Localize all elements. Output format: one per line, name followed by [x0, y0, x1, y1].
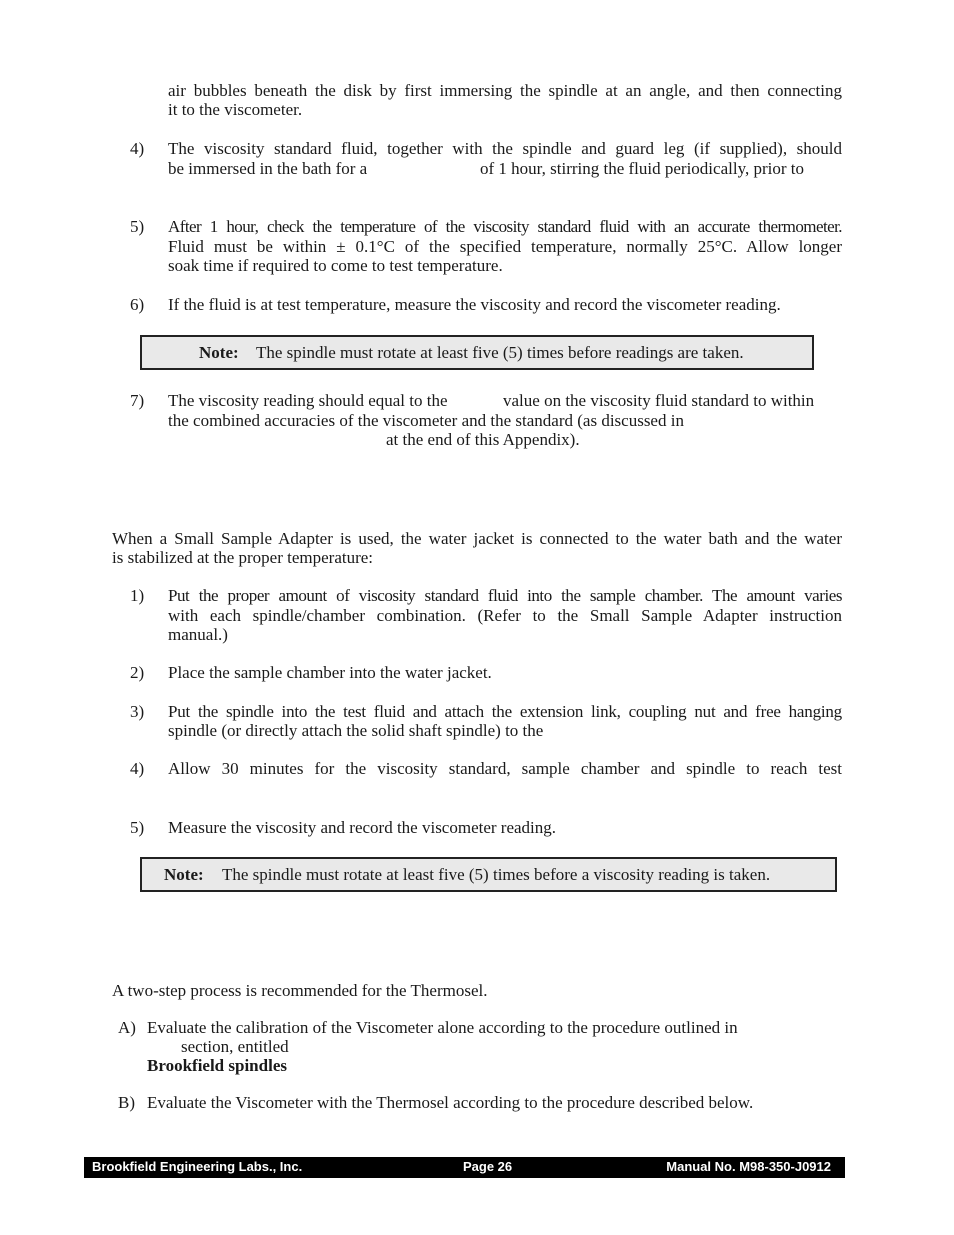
thermosel-step-a-line-3: Brookfield spindles: [147, 1056, 287, 1075]
ssa-step-1-line-3: manual.): [168, 625, 228, 644]
footer-manual-number: Manual No. M98-350-J0912: [666, 1159, 831, 1174]
step-7-line-3: at the end of this Appendix).: [386, 430, 580, 449]
step-5-line-2: Fluid must be within ± 0.1°C of the specified temperature, normally 25°C. Allow longer: [168, 237, 842, 256]
footer-page-number: Page 26: [463, 1159, 513, 1174]
ssa-step-number-2: 2): [130, 663, 145, 682]
ssa-intro-line-2: is stabilized at the proper temperature:: [112, 548, 374, 567]
ssa-step-3-line-1: Put the spindle into the test fluid and attach the extension link, coupling nut and free hanging: [168, 702, 842, 721]
note-label: Note:: [164, 865, 204, 884]
note-box-readings: [140, 335, 814, 370]
step-number-6: 6): [130, 295, 145, 314]
step-continuation-line-2: it to the viscometer.: [168, 100, 303, 119]
thermosel-step-b-label: B): [118, 1093, 135, 1112]
step-7-line-2: the combined accuracies of the viscometer and the standard (as discussed in: [168, 411, 684, 430]
step-number-4: 4): [130, 139, 145, 158]
ssa-step-number-5: 5): [130, 818, 145, 837]
ssa-step-2-line-1: Place the sample chamber into the water jacket.: [168, 663, 492, 682]
step-number-5: 5): [130, 217, 145, 236]
ssa-intro-line-1: When a Small Sample Adapter is used, the water jacket is connected to the water bath and the water: [112, 529, 842, 548]
step-5-line-3: soak time if required to come to test temperature.: [168, 256, 503, 275]
ssa-step-number-3: 3): [130, 702, 145, 721]
ssa-step-number-1: 1): [130, 586, 145, 605]
note-box-viscosity-reading: [140, 857, 837, 892]
thermosel-step-a-line-1: Evaluate the calibration of the Viscometer alone according to the procedure outlined in: [147, 1018, 738, 1037]
step-4-line-1: The viscosity standard fluid, together with the spindle and guard leg (if supplied), should: [168, 139, 842, 158]
page-footer: [84, 1157, 845, 1178]
ssa-step-1-line-1: Put the proper amount of viscosity standard fluid into the sample chamber. The amount varies: [168, 586, 842, 605]
step-4-line-2a: be immersed in the bath for a: [168, 159, 368, 178]
ssa-step-3-line-2: spindle (or directly attach the solid shaft spindle) to the: [168, 721, 544, 740]
step-continuation-line-1: air bubbles beneath the disk by first immersing the spindle at an angle, and then connecting: [168, 81, 842, 100]
ssa-step-1-line-2: with each spindle/chamber combination. (Refer to the Small Sample Adapter instruction: [168, 606, 842, 625]
step-6-line-1: If the fluid is at test temperature, measure the viscosity and record the viscometer reading.: [168, 295, 781, 314]
footer-company: Brookfield Engineering Labs., Inc.: [92, 1159, 303, 1174]
step-4-line-2b: of 1 hour, stirring the fluid periodically, prior to: [480, 159, 804, 178]
step-7-line-1b: value on the viscosity fluid standard to within: [503, 391, 815, 410]
ssa-step-number-4: 4): [130, 759, 145, 778]
note-text: The spindle must rotate at least five (5) times before a viscosity reading is taken.: [222, 865, 771, 884]
step-number-7: 7): [130, 391, 145, 410]
thermosel-intro: A two-step process is recommended for the Thermosel.: [112, 981, 488, 1000]
note-text: The spindle must rotate at least five (5) times before readings are taken.: [256, 343, 744, 362]
step-7-line-1a: The viscosity reading should equal to the: [168, 391, 448, 410]
note-label: Note:: [199, 343, 239, 362]
step-5-line-1: After 1 hour, check the temperature of the viscosity standard fluid with an accurate thermometer.: [168, 217, 842, 236]
ssa-step-5-line-1: Measure the viscosity and record the viscometer reading.: [168, 818, 557, 837]
ssa-step-4-line-1: Allow 30 minutes for the viscosity standard, sample chamber and spindle to reach test: [168, 759, 842, 778]
thermosel-step-a-line-2: section, entitled: [181, 1037, 289, 1056]
thermosel-step-b-line-1: Evaluate the Viscometer with the Thermosel according to the procedure described below.: [147, 1093, 754, 1112]
thermosel-step-a-label: A): [118, 1018, 136, 1037]
